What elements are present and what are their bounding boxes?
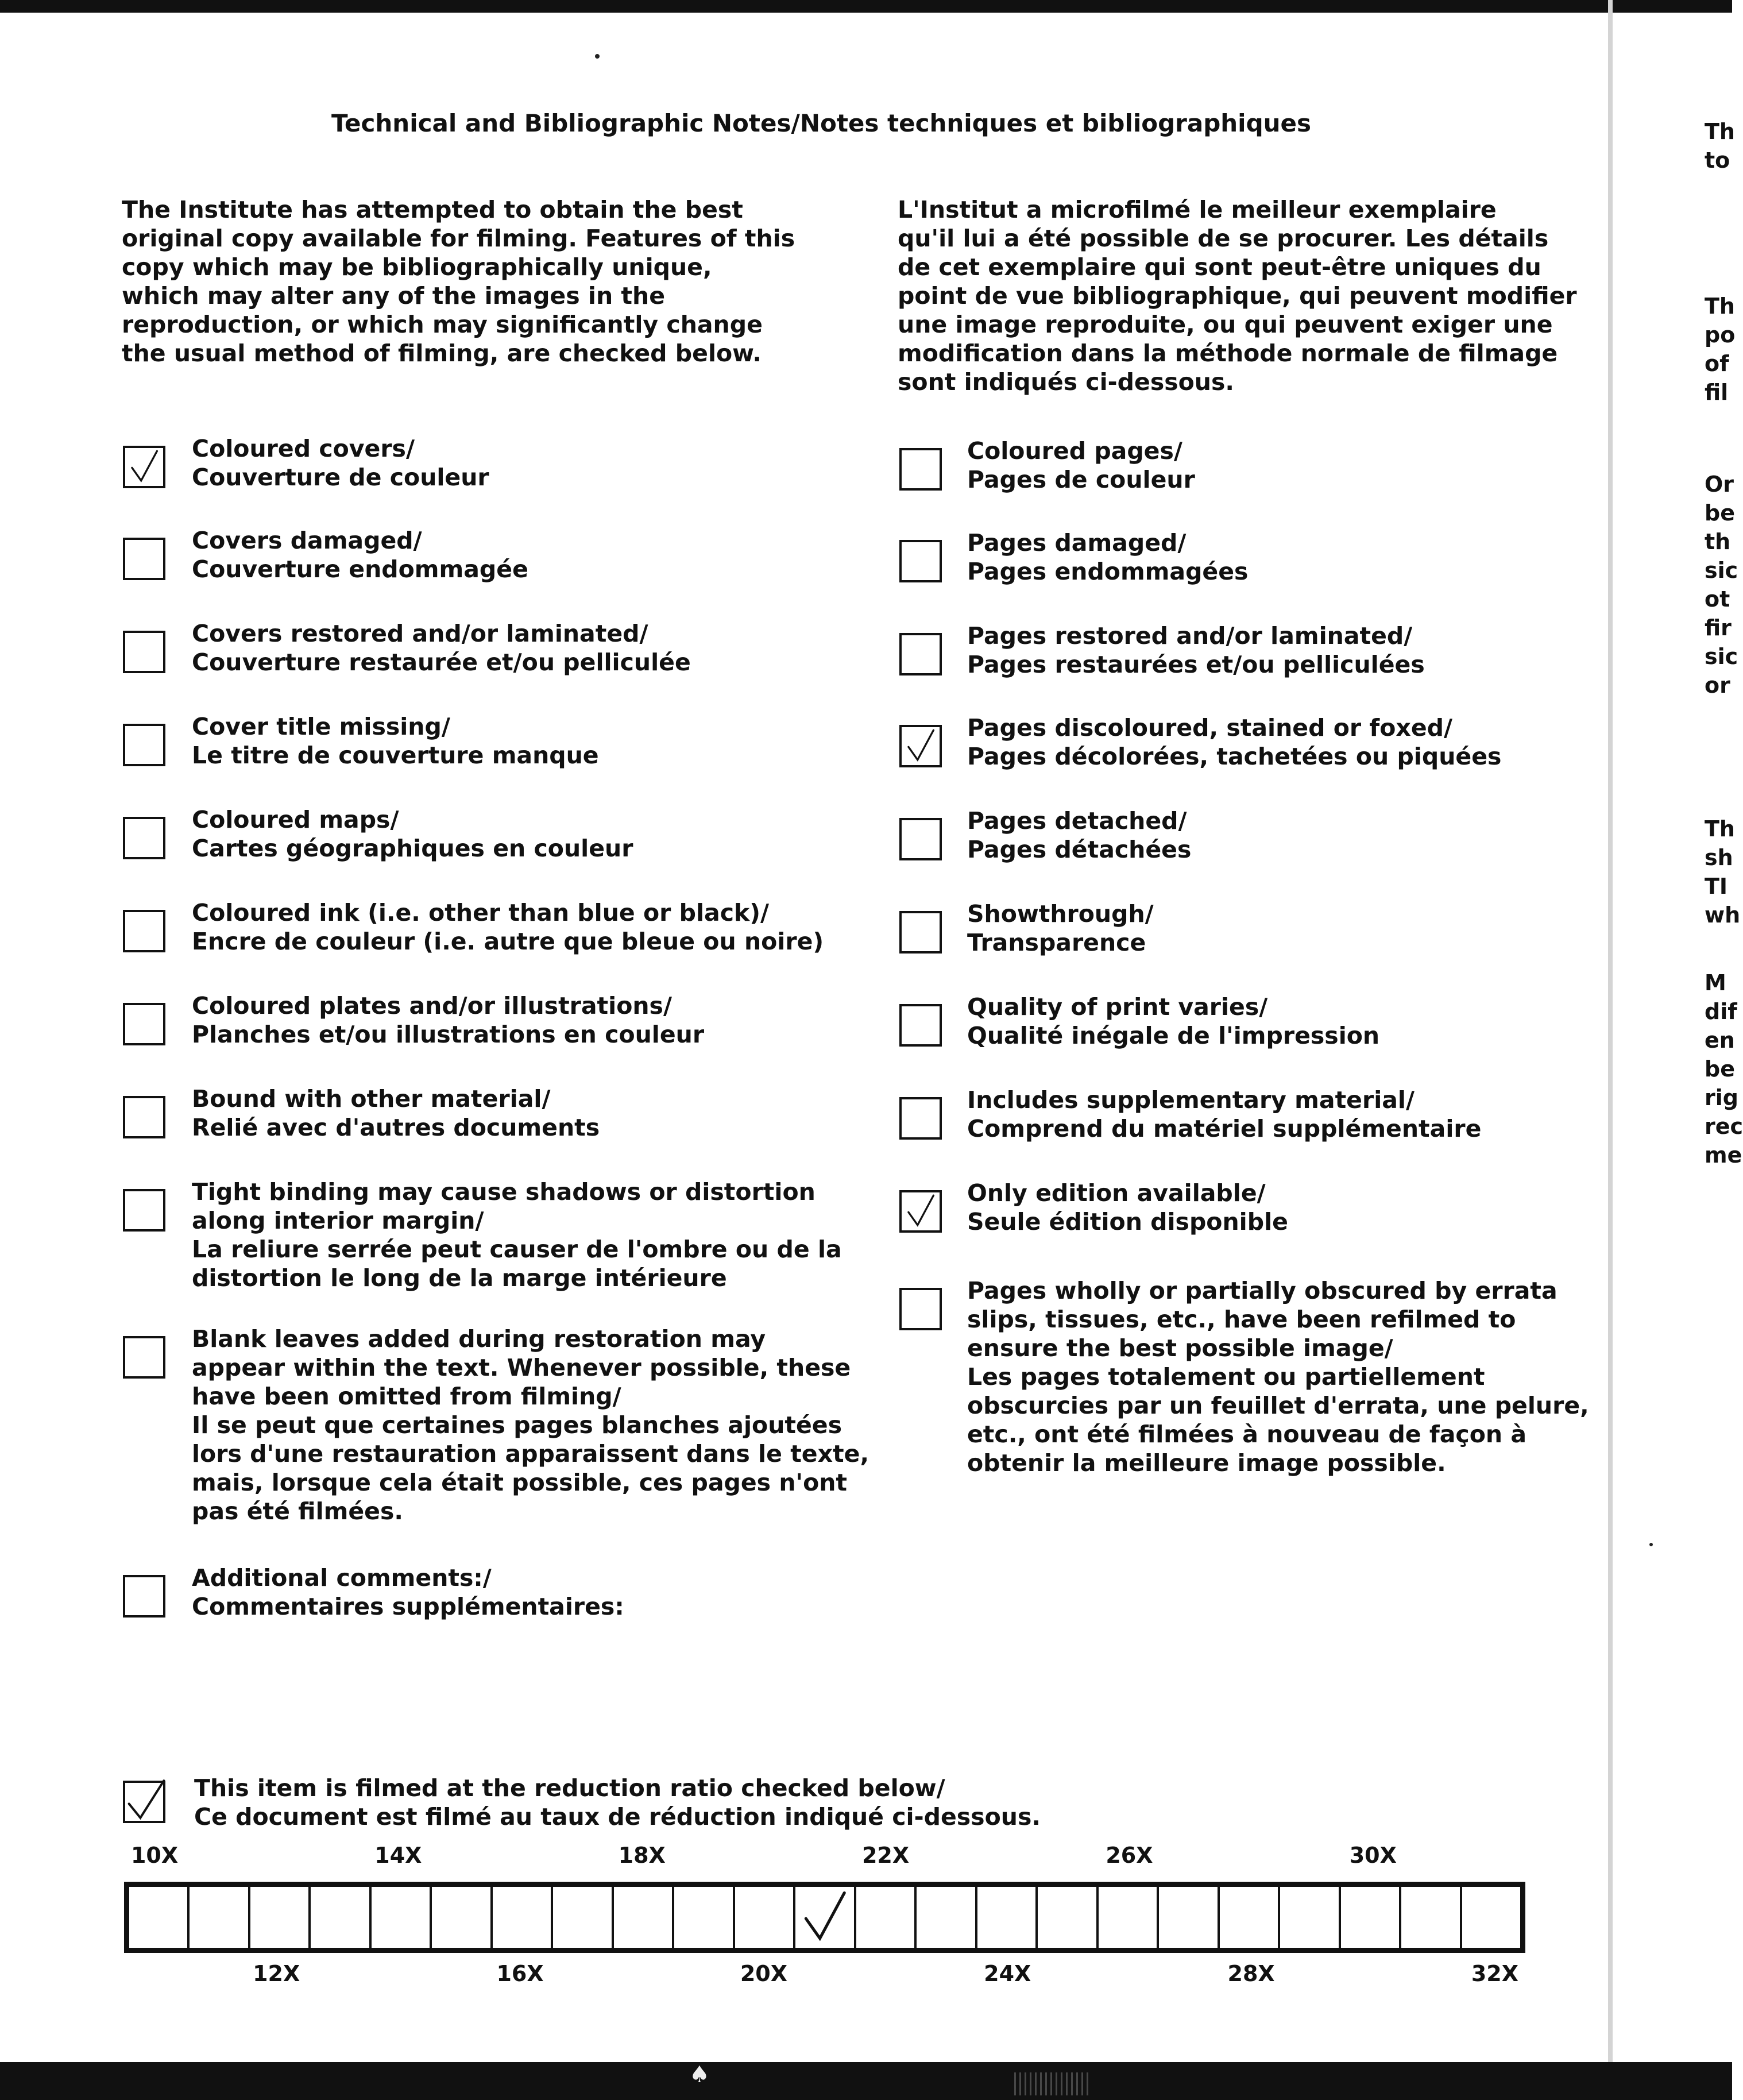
ratio-cell[interactable] <box>977 1887 1038 1948</box>
ratio-cell[interactable] <box>190 1887 250 1948</box>
top-scan-border <box>0 0 1732 13</box>
check-mark-icon <box>909 1195 934 1225</box>
left-item-checkbox[interactable] <box>123 1096 165 1138</box>
page-title: Technical and Bibliographic Notes/Notes techniques et bibliographiques <box>331 109 1312 137</box>
right-item-label: Pages detached/ Pages détachées <box>967 807 1192 863</box>
ratio-cell[interactable] <box>1462 1887 1520 1948</box>
intro-line: the usual method of filming, are checked below. <box>122 339 762 367</box>
bottom-scan-border <box>0 2062 1732 2100</box>
intro-line: L'Institut a microfilmé le meilleur exemplaire <box>898 196 1497 223</box>
reduction-checkbox[interactable] <box>123 1781 165 1823</box>
left-item-label: Coloured ink (i.e. other than blue or black)/ Encre de couleur (i.e. autre que bleue ou noire) <box>192 899 824 955</box>
ratio-cell[interactable] <box>372 1887 432 1948</box>
ratio-cell[interactable] <box>1401 1887 1462 1948</box>
right-item-label: Only edition available/ Seule édition disponible <box>967 1179 1288 1236</box>
right-item-checkbox[interactable] <box>899 1004 942 1047</box>
right-item-label: Pages restored and/or laminated/ Pages restaurées et/ou pelliculées <box>967 622 1425 678</box>
right-item-checkbox[interactable] <box>899 633 942 675</box>
left-item-checkbox[interactable] <box>123 1575 165 1618</box>
left-item-label: Coloured plates and/or illustrations/ Planches et/ou illustrations en couleur <box>192 992 705 1048</box>
left-item-label: Covers restored and/or laminated/ Couverture restaurée et/ou pelliculée <box>192 620 691 676</box>
left-item-checkbox[interactable] <box>123 631 165 673</box>
bottom-edge-smudge <box>1011 2072 1091 2095</box>
ratio-cell[interactable] <box>1099 1887 1159 1948</box>
ratio-tick-bottom: 24X <box>984 1961 1031 1986</box>
speck <box>1649 1543 1653 1546</box>
right-item-label: Pages wholly or partially obscured by errata slips, tissues, etc., have been refilmed to ensure the best possible image/ Les pages totalement ou partiellement obscurcies par un feuillet d'errata, une pelure, etc., ont été filmées à nouveau de façon à obtenir la meilleure image possible. <box>967 1277 1589 1477</box>
ratio-cell[interactable] <box>129 1887 190 1948</box>
edge-text-fragment: Th sh TI wh <box>1705 816 1741 928</box>
intro-french <box>898 195 1587 396</box>
check-mark-icon <box>806 1893 845 1938</box>
left-item-checkbox[interactable] <box>123 817 165 859</box>
ratio-cell[interactable] <box>674 1887 735 1948</box>
edge-text-fragment: Or be th sic ot fir sic or <box>1705 472 1738 698</box>
reduction-label: This item is filmed at the reduction ratio checked below/ Ce document est filmé au taux de réduction indiqué ci-dessous. <box>194 1774 1041 1831</box>
right-item-label: Coloured pages/ Pages de couleur <box>967 437 1195 493</box>
right-item-checkbox[interactable] <box>899 1097 942 1140</box>
intro-line: The Institute has attempted to obtain the best <box>122 196 743 223</box>
ratio-cell[interactable] <box>493 1887 553 1948</box>
right-item-label: Includes supplementary material/ Comprend du matériel supplémentaire <box>967 1086 1482 1142</box>
ratio-tick-top: 22X <box>861 1843 910 1868</box>
left-item-label: Additional comments:/ Commentaires supplémentaires: <box>192 1564 624 1620</box>
right-item-label: Quality of print varies/ Qualité inégale de l'impression <box>967 993 1380 1049</box>
intro-line: reproduction, or which may significantly change <box>122 311 763 338</box>
ratio-cell[interactable] <box>735 1887 795 1948</box>
ratio-cell[interactable] <box>250 1887 311 1948</box>
page-fold-shadow <box>1608 0 1613 2068</box>
edge-text-fragment: Th po of fil <box>1705 294 1736 405</box>
check-mark-icon <box>909 730 934 759</box>
ratio-cell[interactable] <box>311 1887 371 1948</box>
intro-line: modification dans la méthode normale de filmage <box>898 339 1558 367</box>
ratio-tick-top: 26X <box>1106 1843 1153 1868</box>
left-item-label: Coloured covers/ Couverture de couleur <box>192 435 489 491</box>
intro-line: original copy available for filming. Features of this <box>122 225 795 252</box>
left-item-checkbox[interactable] <box>123 446 165 488</box>
ratio-cell[interactable] <box>1220 1887 1280 1948</box>
left-item-label: Coloured maps/ Cartes géographiques en couleur <box>192 806 633 862</box>
right-item-label: Pages discoloured, stained or foxed/ Pages décolorées, tachetées ou piquées <box>967 714 1502 770</box>
right-item-checkbox[interactable] <box>899 911 942 954</box>
check-mark-icon <box>132 451 157 480</box>
intro-line: copy which may be bibliographically unique, <box>122 253 712 281</box>
ratio-cell[interactable] <box>1038 1887 1098 1948</box>
left-item-label: Cover title missing/ Le titre de couverture manque <box>192 713 599 769</box>
left-item-checkbox[interactable] <box>123 1003 165 1045</box>
ratio-cell[interactable] <box>856 1887 917 1948</box>
intro-line: une image reproduite, ou qui peuvent exiger une <box>898 311 1553 338</box>
intro-line: point de vue bibliographique, qui peuvent modifier <box>898 282 1577 310</box>
intro-line: qu'il lui a été possible de se procurer. Les détails <box>898 225 1549 252</box>
ratio-tick-bottom: 12X <box>253 1961 300 1986</box>
left-item-checkbox[interactable] <box>123 1336 165 1379</box>
ratio-tick-bottom: 20X <box>740 1961 787 1986</box>
ratio-tick-top: 30X <box>1349 1843 1397 1868</box>
intro-line: which may alter any of the images in the <box>122 282 666 310</box>
ratio-cell[interactable] <box>614 1887 674 1948</box>
left-item-label: Tight binding may cause shadows or distortion along interior margin/ La reliure serrée peut causer de l'ombre ou de la distortion le long de la marge intérieure <box>192 1178 842 1292</box>
right-item-label: Showthrough/ Transparence <box>967 900 1154 956</box>
ratio-tick-bottom: 28X <box>1227 1961 1275 1986</box>
right-item-checkbox[interactable] <box>899 1190 942 1233</box>
left-item-checkbox[interactable] <box>123 724 165 766</box>
ratio-tick-top: 14X <box>374 1843 422 1868</box>
intro-english <box>122 195 811 368</box>
ratio-cell[interactable] <box>432 1887 492 1948</box>
right-item-checkbox[interactable] <box>899 725 942 767</box>
left-item-checkbox[interactable] <box>123 1189 165 1232</box>
ratio-tick-bottom: 32X <box>1471 1961 1519 1986</box>
speck <box>595 54 600 59</box>
ratio-cell[interactable] <box>553 1887 613 1948</box>
right-item-checkbox[interactable] <box>899 1288 942 1330</box>
check-mark-icon <box>129 1781 164 1818</box>
intro-line: sont indiqués ci-dessous. <box>898 368 1234 396</box>
ratio-cell[interactable] <box>1280 1887 1340 1948</box>
right-item-checkbox[interactable] <box>899 540 942 582</box>
ratio-cell[interactable] <box>917 1887 977 1948</box>
ratio-cell[interactable] <box>1341 1887 1401 1948</box>
ratio-tick-bottom: 16X <box>496 1961 544 1986</box>
right-item-label: Pages damaged/ Pages endommagées <box>967 529 1249 585</box>
right-item-checkbox[interactable] <box>899 448 942 491</box>
left-item-checkbox[interactable] <box>123 538 165 580</box>
left-item-label: Bound with other material/ Relié avec d'autres documents <box>192 1085 600 1141</box>
ratio-cell[interactable] <box>1159 1887 1219 1948</box>
ratio-cell[interactable] <box>795 1887 856 1948</box>
left-item-label: Covers damaged/ Couverture endommagée <box>192 527 528 583</box>
bottom-edge-mark: ♠ <box>689 2062 710 2088</box>
left-item-label: Blank leaves added during restoration may appear within the text. Whenever possible, these have been omitted from filming/ Il se peut que certaines pages blanches ajoutées lors d'une restauration apparaissent dans le texte, mais, lorsque cela était possible, ces pages n'ont pas été filmées. <box>192 1325 869 1525</box>
ratio-tick-top: 10X <box>130 1843 179 1868</box>
edge-text-fragment: M dif en be rig rec me <box>1705 970 1743 1168</box>
right-item-checkbox[interactable] <box>899 818 942 860</box>
reduction-ratio-grid <box>124 1882 1525 1953</box>
left-item-checkbox[interactable] <box>123 910 165 952</box>
ratio-tick-top: 18X <box>618 1843 666 1868</box>
edge-text-fragment: Th to <box>1705 119 1735 173</box>
intro-line: de cet exemplaire qui sont peut-être uniques du <box>898 253 1541 281</box>
